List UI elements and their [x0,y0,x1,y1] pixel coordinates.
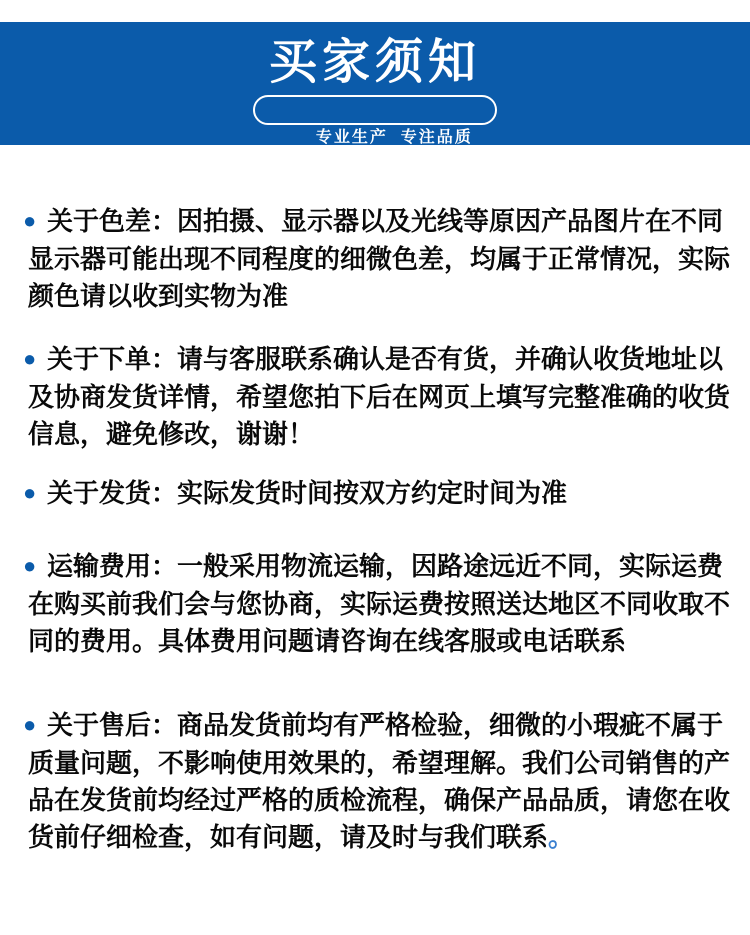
notice-paragraph [0,203,750,315]
bullet-icon: ● [23,346,37,371]
notice-paragraph [0,548,750,660]
notice-line: 颜色请以收到实物为准 [28,281,289,311]
notice-line: 同的费用。具体费用问题请咨询在线客服或电话联系 [28,626,627,656]
notice-line: ● 运输费用：一般采用物流运输，因路途远近不同，实际运费 [0,548,750,586]
blue-period: 。 [548,822,575,852]
notice-line: 信息，避免修改，谢谢！ [28,419,315,449]
page-title: 买家须知 [268,36,481,89]
notice-line: 货前仔细检查，如有问题，请及时与我们联系。 [28,822,575,852]
bullet-icon: ● [23,480,37,505]
notice-paragraph [0,707,750,856]
notice-line: ● 关于售后：商品发货前均有严格检验，细微的小瑕疵不属于 [0,707,750,745]
notice-line: ● 关于色差：因拍摄、显示器以及光线等原因产品图片在不同 [0,203,750,241]
notice-line: ● 关于发货：实际发货时间按双方约定时间为准 [0,475,750,513]
notice-line: 品在发货前均经过严格的质检流程，确保产品品质，请您在收 [28,785,731,815]
notice-line: 及协商发货详情，希望您拍下后在网页上填写完整准确的收货 [28,382,731,412]
notices [0,145,750,856]
bullet-icon: ● [23,712,37,737]
bullet-icon: ● [23,208,37,233]
bullet-icon: ● [23,553,37,578]
subtitle-pill [253,95,497,146]
header-banner [0,22,750,145]
notice-line: 在购买前我们会与您协商，实际运费按照送达地区不同收取不 [28,589,731,619]
notice-line: 显示器可能出现不同程度的细微色差，均属于正常情况，实际 [28,244,731,274]
notice-paragraph [0,341,750,453]
notice-line: 质量问题，不影响使用效果的，希望理解。我们公司销售的产 [28,748,731,778]
notice-line: ● 关于下单：请与客服联系确认是否有货，并确认收货地址以 [0,341,750,379]
buyer-notice-page [0,22,750,935]
subtitle-text: 专业生产 专注品质 [315,129,473,146]
notice-paragraph [0,475,750,513]
